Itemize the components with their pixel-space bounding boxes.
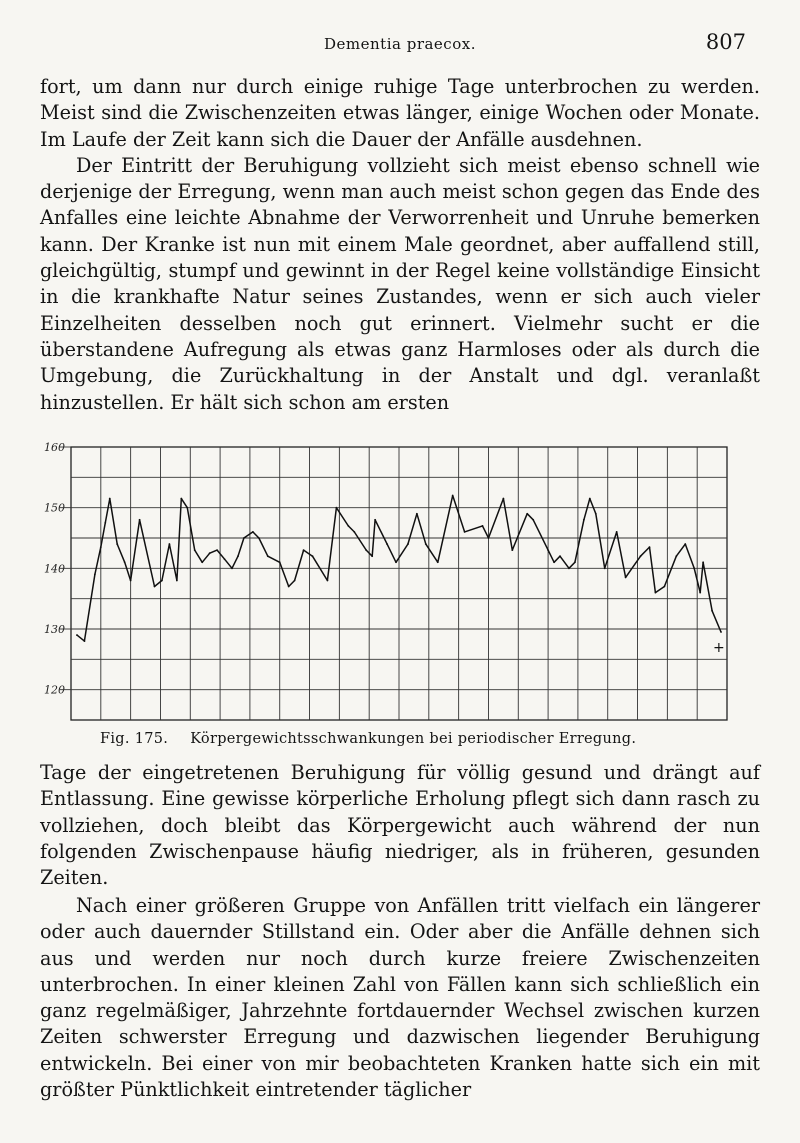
data-point (583, 519, 585, 521)
data-point (288, 586, 290, 588)
data-point (84, 640, 86, 642)
data-point (502, 498, 504, 500)
data-point (194, 549, 196, 551)
data-point (655, 592, 657, 594)
data-point (224, 558, 226, 560)
data-point (186, 507, 188, 509)
data-point (139, 519, 141, 521)
data-point (216, 549, 218, 551)
data-point (76, 634, 78, 636)
data-point (425, 543, 427, 545)
data-point (347, 525, 349, 527)
data-point (699, 592, 701, 594)
data-point (237, 555, 239, 557)
y-tick-label: 140 (44, 562, 65, 576)
data-point (231, 567, 233, 569)
data-point (711, 610, 713, 612)
figure-caption-text: Körpergewichtsschwankungen bei periodischer Erregung. (190, 731, 637, 747)
data-point (416, 513, 418, 515)
body-text-top (40, 74, 760, 416)
data-point (116, 543, 118, 545)
data-point (130, 580, 132, 582)
data-point (395, 561, 397, 563)
data-point (252, 531, 254, 533)
data-point (124, 561, 126, 563)
data-point (371, 555, 373, 557)
data-point (407, 543, 409, 545)
data-point (589, 498, 591, 500)
data-point (553, 561, 555, 563)
data-point (353, 531, 355, 533)
data-point (312, 555, 314, 557)
data-point (574, 561, 576, 563)
page-number: 807 (705, 30, 746, 54)
data-point (720, 631, 722, 633)
y-tick-label: 130 (44, 623, 65, 636)
y-tick-label: 120 (44, 683, 65, 697)
data-point (568, 567, 570, 569)
data-point (684, 543, 686, 545)
data-point (511, 549, 513, 551)
y-tick-label: 160 (44, 441, 65, 454)
data-point (532, 519, 534, 521)
data-point (482, 525, 484, 527)
data-point (335, 507, 337, 509)
data-point (604, 567, 606, 569)
data-point (702, 561, 704, 563)
end-marker: + (713, 640, 725, 657)
data-point (365, 549, 367, 551)
paragraph-3: Tage der eingetretenen Beruhigung für völlig gesund und drängt auf Entlassung. Eine gewisse körperliche Erholung pflegt sich dann rasch zu vollziehen, doch bleibt das Körpergewicht auch während der nun folgenden Zwischenpause häufig niedriger, als in früheren, gesunden Zeiten. (40, 761, 760, 890)
data-point (169, 543, 171, 545)
paragraph-1: fort, um dann nur durch einige ruhige Tage unterbrochen zu werden. Meist sind die Zwischenzeiten etwas länger, einige Wochen oder Monate. Im Laufe der Zeit kann sich die Dauer der Anfälle ausdehnen. (40, 75, 760, 151)
data-point (243, 537, 245, 539)
data-point (374, 519, 376, 521)
paragraph-2: Der Eintritt der Beruhigung vollzieht sich meist ebenso schnell wie derjenige der Erregung, wenn man auch meist schon gegen das Ende des Anfalles eine leichte Abnahme der Verworrenheit und Unruhe bemerken kann. Der Kranke ist nun mit einem Male geordnet, aber auffallend still, gleichgültig, stumpf und gewinnt in der Regel keine vollständige Einsicht in die krankhafte Natur seines Zustandes, wenn er sich auch vieler Einzelheiten desselben noch gut erinnert. Vielmehr sucht er die überstandene Aufregung als etwas ganz Harmloses oder als durch die Umgebung, die Zurückhaltung in der Anstalt und dgl. veranlaßt hinzustellen. Er hält sich schon am ersten (40, 153, 760, 414)
data-point (386, 543, 388, 545)
data-point (303, 549, 305, 551)
data-point (488, 537, 490, 539)
data-point (464, 531, 466, 533)
data-point (294, 580, 296, 582)
data-point (616, 531, 618, 533)
figure-caption (100, 731, 740, 747)
data-point (559, 555, 561, 557)
y-tick-label: 150 (44, 501, 65, 515)
data-point (209, 552, 211, 554)
figure-number: Fig. 175. (100, 731, 169, 747)
data-point (180, 498, 182, 500)
data-point (201, 561, 203, 563)
running-title: Dementia praecox. (324, 35, 476, 53)
page-header (44, 28, 756, 62)
data-point (258, 537, 260, 539)
data-point (452, 495, 454, 497)
data-point (693, 567, 695, 569)
weight-fluctuation-chart (0, 432, 800, 732)
data-point (526, 513, 528, 515)
data-point (595, 513, 597, 515)
data-point (154, 586, 156, 588)
data-point (649, 546, 651, 548)
data-point (625, 577, 627, 579)
data-point (176, 580, 178, 582)
data-point (94, 574, 96, 576)
data-point (100, 546, 102, 548)
data-point (675, 555, 677, 557)
data-point (663, 586, 665, 588)
data-point (640, 555, 642, 557)
figure-175 (0, 432, 800, 762)
data-point (267, 555, 269, 557)
data-point (437, 561, 439, 563)
data-point (109, 498, 111, 500)
data-point (547, 549, 549, 551)
data-point (161, 580, 163, 582)
paragraph-4: Nach einer größeren Gruppe von Anfällen tritt vielfach ein längerer oder auch dauernder Stillstand ein. Oder aber die Anfälle dehnen sich aus und werden nur noch durch kurze freiere Zwischenzeiten unterbrochen. In einer kleinen Zahl von Fällen kann sich schließlich ein ganz regelmäßiger, Jahrzehnte fortdauernder Wechsel zwischen kurzen Zeiten schwerster Erregung und dazwischen liegender Beruhigung entwickeln. Bei einer von mir beobachteten Kranken hatte sich ein mit größter Pünktlichkeit eintretender täglicher (40, 894, 760, 1102)
data-point (279, 561, 281, 563)
data-point (327, 580, 329, 582)
data-point (104, 522, 106, 524)
